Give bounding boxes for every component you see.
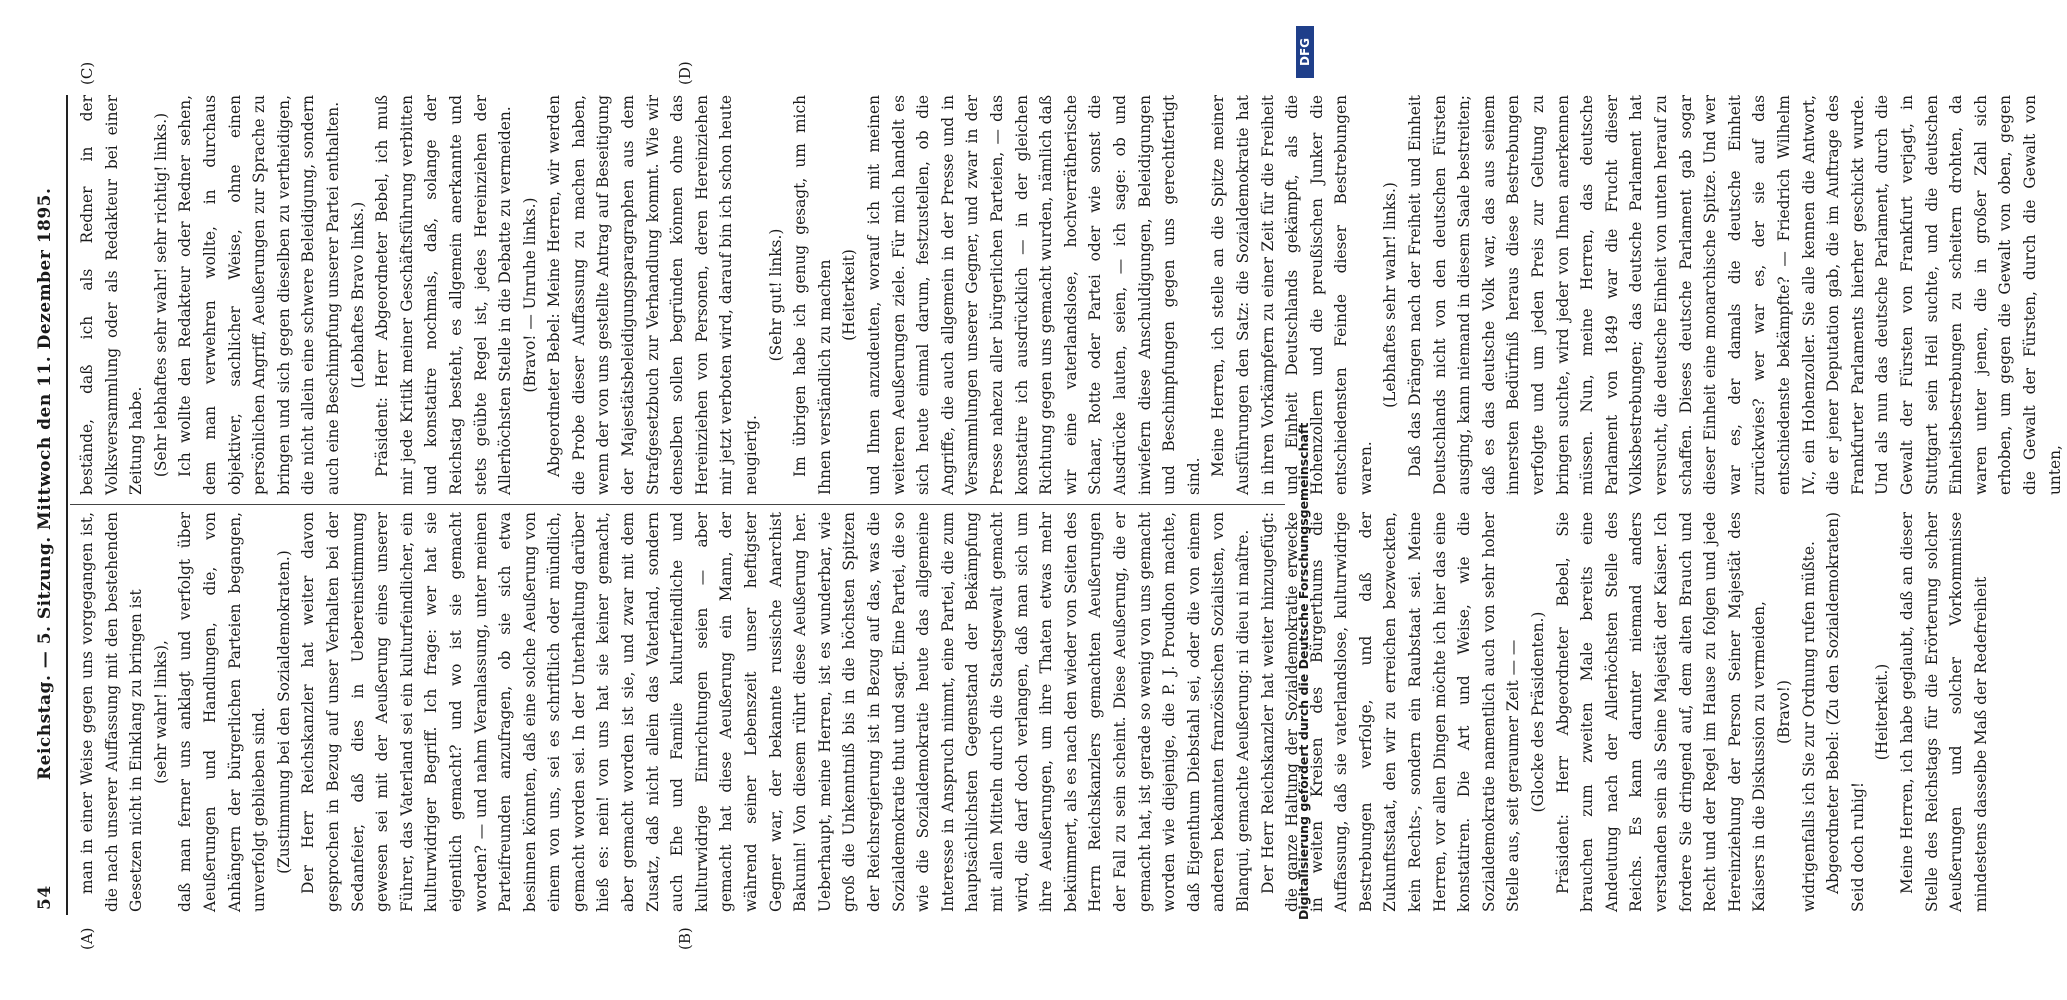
stage-direction: (Lebhaftes sehr wahr! links.): [1381, 182, 1400, 408]
stage-direction: (Bravo!): [1774, 680, 1793, 744]
digitization-credit: Digitalisierung gefördert durch die Deutsche Forschungsgemeinschaft: [1296, 422, 1311, 920]
running-title: Reichstag. — 5. Sitzung. Mittwoch den 11. Dezember 1895.: [35, 187, 55, 780]
paragraph: Meine Herren, ich stelle an die Spitze meiner Ausführungen den Satz: die Sozialdemokratie hat in ihren Vorkämpfern zu einer Zeit für die Freiheit und Einheit Deutschlands gekämpft, als die Hohenzollern und die preußischen Junker die entschiedensten Feinde dieser Bestrebungen waren.: [1209, 95, 1375, 495]
paragraph: Im übrigen habe ich genug gesagt, um mich Ihnen verständlich zu machen: [791, 95, 834, 495]
stage-direction: (sehr wahr! links),: [151, 640, 170, 784]
paragraph: Präsident: Herr Abgeordneter Bebel, ich muß mir jede Kritik meiner Geschäftsführung verbitten und konstatire nochmals, daß, solange der Reichstag besteht, es allgemein anerkannte und stets geübte Regel ist, jedes Hereinziehen der Allerhöchsten Stelle in die Debatte zu vermeiden.: [373, 95, 515, 495]
paragraph: Daß das Drängen nach der Freiheit und Einheit Deutschlands nicht von den deutschen Fürsten ausging, kann niemand in diesem Saale bestreiten; daß es das deutsche Volk war, das aus seinem innersten Bedürfniß heraus diese Bestrebungen verfolgte und um jeden Preis zur Geltung zu bringen suchte, wird jeder von Ihnen anerkennen müssen. Nun, meine Herren, das deutsche Parlament von 1849 war die Frucht dieser Volksbestrebungen; das deutsche Parlament hat versucht, die deutsche Einheit von unten herauf zu schaffen. Dieses deutsche Parlament gab sogar dieser Einheit eine monarchische Spitze. Und wer war es, der damals die deutsche Einheit zurückwies? wer war es, der sie auf das entschiedenste bekämpfte? — Friedrich Wilhelm IV., ein Hohenzoller. Sie alle kennen die Antwort, die er jener Deputation gab, die im Auftrage des Frankfurter Parlaments hierher geschickt wurde. Und als nun das deutsche Parlament, durch die Gewalt der Fürsten von Frankfurt verjagt, in Stuttgart sein Heil suchte, und die deutschen Einheitsbestrebungen zu scheitern drohten, da waren unter jenen, die in großer Zahl sich erhoben, um gegen die Gewalt von oben, gegen die Gewalt der Fürsten, durch die Gewalt von unten,: [1406, 95, 2064, 495]
page-header: [25, 100, 65, 910]
column-divider: [70, 504, 1285, 505]
marker-d: (D): [676, 61, 694, 85]
paragraph: Abgeordneter Bebel: (Zu den Sozialdemokraten) Seid doch ruhig!: [1824, 512, 1867, 912]
marker-c: (C): [78, 61, 96, 85]
stage-direction: (Lebhaftes Bravo links.): [348, 201, 367, 389]
page-number: 54: [35, 885, 55, 910]
dfg-logo: DFG: [1296, 26, 1314, 78]
paragraph: Ich wollte den Redakteur oder Redner sehen, dem man verwehren wollte, in durchaus objektiver, sachlicher Weise, ohne einen persönlichen Angriff, Aeußerungen zur Sprache zu bringen und sich gegen dieselben zu vertheidigen, die nicht allein eine schwere Beleidigung, sondern auch eine Beschimpfung unserer Partei enthalten.: [176, 95, 342, 495]
right-column: [75, 95, 2064, 495]
paragraph: und Ihnen anzudeuten, worauf ich mit meinen weiteren Aeußerungen ziele. Für mich handelt es sich heute einmal darum, festzustellen, ob die Angriffe, die auch allgemein in der Presse und in Versammlungen unserer Gegner, und zwar in der Presse nahezu aller bürgerlichen Parteien, — das konstatire ich ausdrücklich — in der gleichen Richtung gegen uns gemacht wurden, nämlich daß wir eine vaterlandslose, hochverrätherische Schaar, Rotte oder Partei oder wie sonst die Ausdrücke lauten, seien, — ich sage: ob und inwiefern diese Anschuldigungen, Beleidigungen und Beschimpfungen gegen uns gerechtfertigt sind.: [865, 95, 1203, 495]
paragraph: widrigenfalls ich Sie zur Ordnung rufen müßte.: [1799, 541, 1818, 912]
paragraph: bestände, daß ich als Redner in der Volksversammlung oder als Redakteur bei einer Zeitung habe.: [78, 95, 146, 495]
marker-a: (A): [78, 927, 96, 950]
paragraph: Präsident: Herr Abgeordneter Bebel, Sie brauchen zum zweiten Male bereits eine Andeutung nach der Allerhöchsten Stelle des Reichs. Es kann darunter niemand anders verstanden sein als Seine Majestät der Kaiser. Ich fordere Sie dringend auf, dem alten Brauch und Recht und der Regel im Hause zu folgen und jede Hereinziehung der Person Seiner Majestät des Kaisers in die Diskussion zu vermeiden,: [1553, 512, 1769, 912]
stage-direction: (Bravo! — Unruhe links.): [520, 197, 539, 393]
paragraph: Abgeordneter Bebel: Meine Herren, wir werden die Probe dieser Auffassung zu machen haben, wenn der von uns gestellte Antrag auf Beseitigung der Majestätsbeleidigungsparagraphen aus dem Strafgesetzbuch zur Verhandlung kommt. Wie wir denselben sollen begründen können ohne das Hereinziehen von Personen, deren Hereinziehen mir jetzt verboten wird, darauf bin ich schon heute neugierig.: [545, 95, 761, 495]
paragraph: Der Herr Reichskanzler hat weiter davon gesprochen in Bezug auf unser Verhalten bei der Sedanfeier, daß dies in Uebereinstimmung gewesen sei mit der Aeußerung eines unserer Führer, das Vaterland sei ein kulturfeindlicher, ein kulturwidriger Begriff. Ich frage: wer hat sie eigentlich gemacht? und wo ist sie gemacht worden? — und nahm Veranlassung, unter meinen Parteifreunden anzufragen, ob sie sich etwa besinnen könnten, daß eine solche Aeußerung von einem von uns, sei es schriftlich oder mündlich, gemacht worden sei. In der Unterhaltung darüber hieß es: nein! von uns hat sie keiner gemacht, aber gemacht worden ist sie, und zwar mit dem Zusatz, daß nicht allein das Vaterland, sondern auch Ehe und Familie kulturfeindliche und kulturwidrige Einrichtungen seien — aber gemacht hat diese Aeußerung ein Mann, der während seiner Lebenszeit unser heftigster Gegner war, der bekannte russische Anarchist Bakunin! Von diesem rührt diese Aeußerung her. Ueberhaupt, meine Herren, ist es wunderbar, wie groß die Unkenntniß bis in die höchsten Spitzen der Reichsregierung ist in Bezug auf das, was die Sozialdemokratie thut und sagt. Eine Partei, die so wie die Sozialdemokratie heute das allgemeine Interesse in Anspruch nimmt, eine Partei, die zum hauptsächlichsten Gegenstand der Bekämpfung mit allen Mitteln durch die Staatsgewalt gemacht wird, die darf doch verlangen, daß man sich um ihre Aeußerungen, um ihre Thaten etwas mehr bekümmert, als es nach den wieder von Seiten des Herrn Reichskanzlers gemachten Aeußerungen der Fall zu sein scheint. Diese Aeußerung, die er gemacht hat, ist gerade so wenig von uns gemacht worden wie diejenige, die P. J. Proudhon machte, daß Eigenthum Diebstahl sei, oder die von einem anderen bekannten französischen Sozialisten, von Blanqui, gemachte Aeußerung: ni dieu ni maître.: [299, 512, 1252, 912]
marker-b: (B): [676, 927, 694, 950]
header-rule: [66, 95, 68, 915]
stage-direction: (Heiterkeit.): [1873, 663, 1892, 761]
stage-direction: (Heiterkeit): [840, 249, 859, 341]
stage-direction: (Zustimmung bei den Sozialdemokraten.): [274, 550, 293, 874]
stage-direction: (Glocke des Präsidenten.): [1529, 611, 1548, 813]
stage-direction: (Sehr lebhaftes sehr wahr! sehr richtig! links.): [151, 112, 170, 478]
paragraph: Der Herr Reichskanzler hat weiter hinzugefügt: die ganze Haltung der Sozialdemokratie erwecke in weiten Kreisen des Bürgerthums die Auffassung, daß sie vaterlandslose, kulturwidrige Bestrebungen verfolge, und daß der Zukunftsstaat, den wir zu erreichen bezweckten, kein Rechts-, sondern ein Raubstaat sei. Meine Herren, vor allen Dingen möchte ich hier das eine konstatiren. Die Art und Weise, wie die Sozialdemokratie namentlich auch von sehr hoher Stelle aus, seit geraumer Zeit — —: [1258, 512, 1523, 912]
paragraph: daß man ferner uns anklagt und verfolgt über Aeußerungen und Handlungen, die, von Anhängern der bürgerlichen Parteien begangen, unverfolgt geblieben sind.: [176, 512, 269, 912]
paragraph: Meine Herren, ich habe geglaubt, daß an dieser Stelle des Reichstags für die Erörterung solcher Aeußerungen und solcher Vorkommnisse mindestens dasselbe Maß der Redefreiheit: [1897, 512, 1990, 912]
stage-direction: (Sehr gut! links.): [766, 228, 785, 362]
paragraph: man in einer Weise gegen uns vorgegangen ist, die nach unserer Auffassung mit den bestehenden Gesetzen nicht in Einklang zu bringen ist: [78, 512, 146, 912]
